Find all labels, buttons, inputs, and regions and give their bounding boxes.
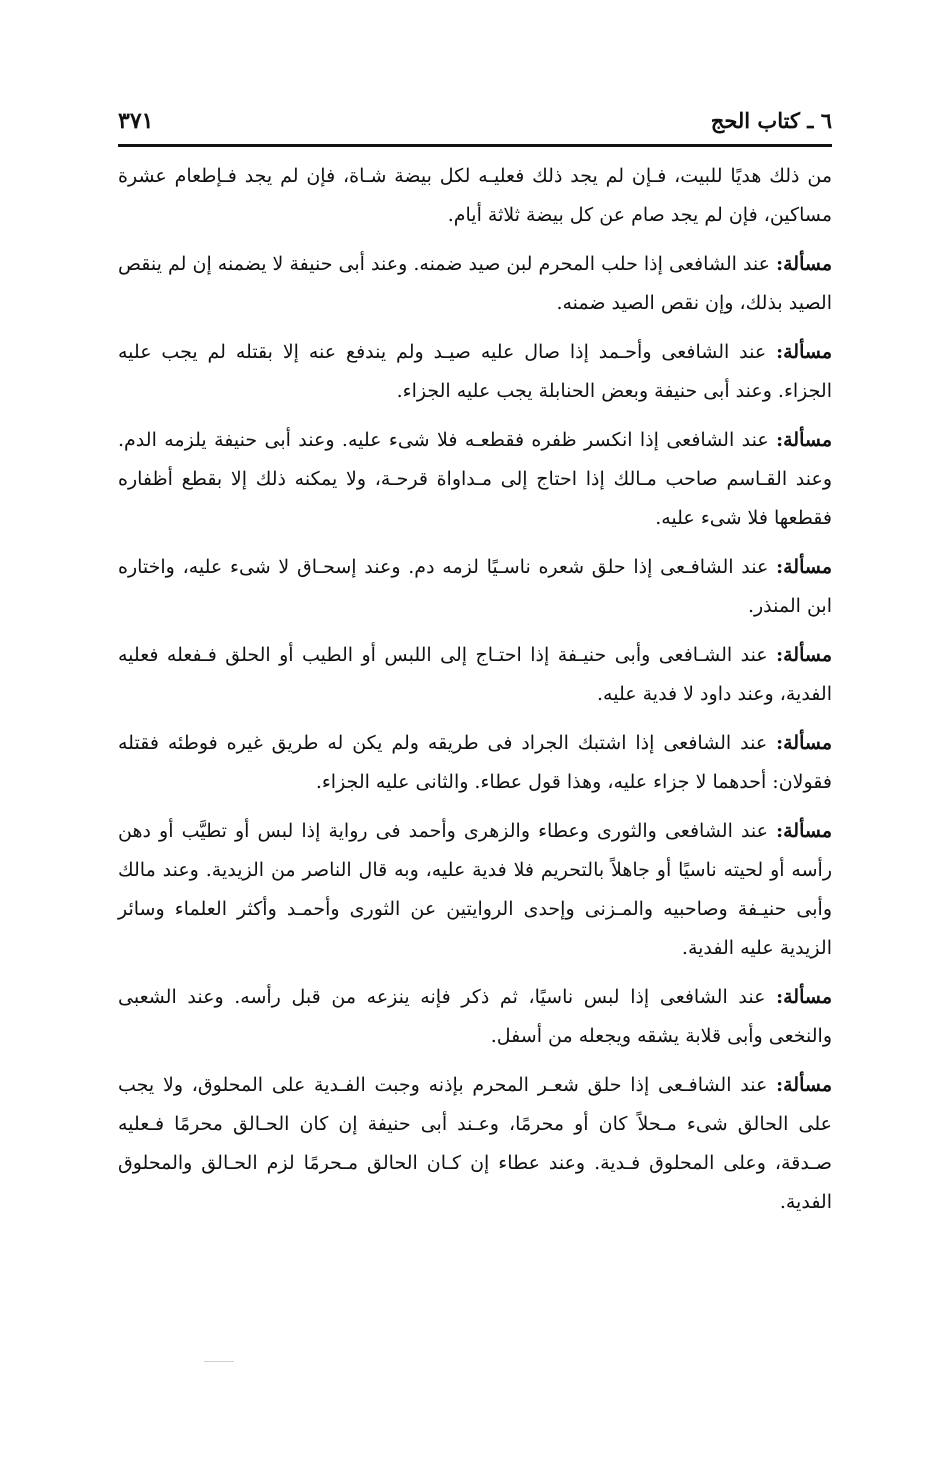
issue-paragraph bbox=[118, 548, 832, 626]
issue-paragraph bbox=[118, 421, 832, 538]
issue-label: مسألة: bbox=[776, 341, 832, 363]
issue-label: مسألة: bbox=[776, 820, 832, 842]
issue-text: عند الشافعى وأحـمد إذا صال عليه صيـد ولم يندفع عنه إلا بقتله لم يجب عليه الجزاء. وعند أبى حنيفة وبعض الحنابلة يجب عليه الجزاء. bbox=[118, 341, 832, 402]
issue-label: مسألة: bbox=[776, 644, 832, 666]
issue-text: عند الشافعى إذا حلب المحرم لبن صيد ضمنه. وعند أبى حنيفة لا يضمنه إن لم ينقص الصيد بذلك، وإن نقص الصيد ضمنه. bbox=[118, 253, 832, 314]
issue-label: مسألة: bbox=[776, 429, 832, 451]
issue-paragraph bbox=[118, 978, 832, 1056]
chapter-title: ٦ ـ كتاب الحج bbox=[710, 108, 832, 133]
issue-text: عند الشـافعى وأبى حنيـفة إذا احتـاج إلى اللبس أو الطيب أو الحلق فـفعله فعليه الفدية، وعند داود لا فدية عليه. bbox=[118, 644, 832, 705]
issue-label: مسألة: bbox=[776, 1074, 833, 1096]
issue-paragraph bbox=[118, 245, 832, 323]
running-header bbox=[118, 108, 832, 142]
issue-text: عند الشافعى والثورى وعطاء والزهرى وأحمد فى رواية إذا لبس أو تطيَّب أو دهن رأسه أو لحيته ناسيًا أو جاهلاً بالتحريم فلا فدية عليه، وبه قال الناصر من الزيدية. وعند مالك وأبى حنيـفة وصاحبيه والمـزنى وإحدى الروايتين عن الثورى وأحمـد وأكثر العلماء وسائر الزيدية عليه الفدية. bbox=[118, 820, 832, 959]
issue-paragraph bbox=[118, 333, 832, 411]
issue-paragraph bbox=[118, 1066, 832, 1222]
opening-paragraph: من ذلك هديًا للبيت، فـإن لم يجد ذلك فعليـه لكل بيضة شـاة، فإن لم يجد فـإطعام عشرة مساكين، فإن لم يجد صام عن كل بيضة ثلاثة أيام. bbox=[118, 165, 832, 226]
issue-text: عند الشافعى إذا انكسر ظفره فقطعـه فلا شىء عليه. وعند أبى حنيفة يلزمه الدم. وعند القـاسم صاحب مـالك إذا احتاج إلى مـداواة قرحـة، ولا يمكنه ذلك إلا بقطع أظفاره فقطعها فلا شىء عليه. bbox=[118, 429, 832, 529]
issue-label: مسألة: bbox=[776, 732, 832, 754]
issue-label: مسألة: bbox=[776, 556, 833, 578]
issue-text: عند الشافـعى إذا حلق شعـر المحرم بإذنه وجبت الفـدية على المحلوق، ولا يجب على الحالق شىء مـحلاً كان أو محرمًا، وعـند أبى حنيفة إن كان الحـالق محرمًا فـعليه صـدقة، وعلى المحلوق فـدية. وعند عطاء إن كـان الحالق مـحرمًا لزم الحـالق والمحلوق الفدية. bbox=[118, 1074, 832, 1213]
issue-paragraph bbox=[118, 636, 832, 714]
issue-label: مسألة: bbox=[776, 253, 833, 275]
page-number: ٣٧١ bbox=[118, 108, 154, 134]
issue-text: عند الشافعى إذا لبس ناسيًا، ثم ذكر فإنه ينزعه من قبل رأسه. وعند الشعبى والنخعى وأبى قلابة يشقه ويجعله من أسفل. bbox=[118, 986, 832, 1047]
header-rule bbox=[118, 144, 832, 147]
footnote-rule bbox=[204, 1361, 234, 1362]
issue-text: عند الشافـعى إذا حلق شعره ناسـيًا لزمه دم. وعند إسحـاق لا شىء عليه، واختاره ابن المنذر. bbox=[118, 556, 832, 617]
issue-text: عند الشافعى إذا اشتبك الجراد فى طريقه ولم يكن له طريق غيره فوطئه فقتله فقولان: أحدهما لا جزاء عليه، وهذا قول عطاء. والثانى عليه الجزاء. bbox=[118, 732, 832, 793]
issue-paragraph bbox=[118, 724, 832, 802]
issue-paragraph bbox=[118, 812, 832, 968]
issue-label: مسألة: bbox=[776, 986, 832, 1008]
book-page bbox=[118, 108, 832, 1222]
